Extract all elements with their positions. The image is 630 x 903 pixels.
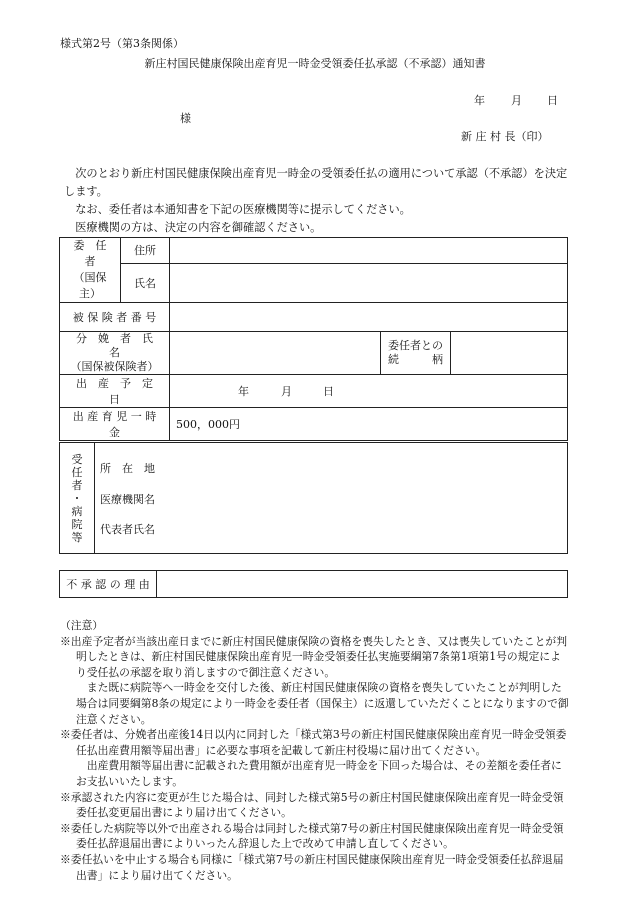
notes-heading: （注意） [60,619,104,632]
birth-person-value[interactable] [170,332,381,375]
rejection-reason-box [59,570,568,598]
name-label: 氏名 [121,263,170,302]
date-month-label: 月 [511,94,522,107]
delegator-label-cell [60,238,121,303]
due-year-label: 年 [238,385,249,398]
location-label: 所 在 地 [100,462,155,475]
birth-person-sublabel: （国保被保険者） [70,360,159,373]
vertical-char: 病 [71,504,83,518]
vertical-char: ・ [71,491,83,505]
lump-sum-label: 出 産 育 児 一 時 金 [60,408,170,441]
representative-label: 代表者氏名 [100,523,155,536]
body-text [64,165,572,237]
notes-section [60,618,570,883]
note-item: ※委任払いを中止する場合も同様に「様式第7号の新庄村国民健康保険出産育児一時金受領委任払辞退届出書」により届け出てください。 [60,852,564,882]
due-month-label: 月 [281,385,292,398]
due-date-value[interactable] [170,375,568,408]
delegator-label: 委 任 者 [73,239,118,268]
date-year-label: 年 [474,94,485,107]
agent-vertical-label [60,443,95,553]
document-title: 新庄村国民健康保険出産育児一時金受領委任払承認（不承認）通知書 [144,57,486,70]
due-date-label: 出 産 予 定 日 [60,375,170,408]
vertical-char: 院 [71,517,83,531]
addressee-suffix: 様 [180,112,191,125]
relation-label-cell [381,332,451,375]
issuer-line: 新 庄 村 長（印） [461,130,549,143]
delegator-sublabel: （国保主） [73,271,107,300]
relation-sublabel: 続 柄 [388,353,443,366]
date-day-label: 日 [547,94,558,107]
name-value[interactable] [170,263,568,302]
vertical-char: 受 [71,452,83,466]
note-item: ※出産予定者が当該出産日までに新庄村国民健康保険の資格を喪失したとき、又は喪失していたことが判明したときは、新庄村国民健康保険出産育児一時金受領委任払実施要綱第7条第1項第1号の規定により受任払の承認を取り消しますので御注意ください。 [60,634,568,679]
lump-sum-value: 500，000円 [170,408,568,441]
issue-date [474,92,558,108]
vertical-char: 者 [71,478,83,492]
birth-person-label-cell [60,332,170,375]
note-item: ※委任した病院等以外で出産される場合は同封した様式第7号の新庄村国民健康保険出産育児一時金受領委任払辞退届出書によりいったん辞退した上で改めて申請し直してください。 [60,821,564,851]
relation-value[interactable] [451,332,568,375]
birth-person-label: 分 娩 者 氏 名 [76,332,164,359]
relation-label: 委任者との [388,339,443,352]
vertical-char: 任 [71,465,83,479]
note-item: ※委任者は、分娩者出産後14日以内に同封した「様式第3号の新庄村国民健康保険出産育児一時金受領委任払出産費用額等届出書」に必要な事項を記載して新庄村役場に届け出てください。 [60,728,567,757]
note-item: ※承認された内容に変更が生じた場合は、同封した様式第5号の新庄村国民健康保険出産育児一時金受領委任払変更届出書により届け出てください。 [60,790,564,820]
form-number: 様式第2号（第3条関係） [60,37,184,50]
body-paragraph-2: なお、委任者は本通知書を下記の医療機関等に提示してください。 [75,203,411,216]
note-subparagraph: また既に病院等へ一時金を交付した後、新庄村国民健康保険の資格を喪失していたことが判明した場合は同要綱第8条の規定により一時金を委任者（国保主）に返還していただくことになりますので御注意ください。 [76,681,569,726]
rejection-reason-label: 不 承 認 の 理 由 [60,571,157,597]
vertical-char: 等 [71,530,83,544]
address-label: 住所 [121,238,170,264]
insured-number-value[interactable] [170,303,568,332]
body-paragraph-3: 医療機関の方は、決定の内容を御確認ください。 [75,221,322,234]
address-value[interactable] [170,238,568,264]
insured-number-label: 被 保 険 者 番 号 [60,303,170,332]
institution-label: 医療機関名 [100,493,155,506]
notice-details-table [59,237,568,441]
agent-institution-box [59,442,568,554]
due-day-label: 日 [323,385,334,398]
body-paragraph-1: 次のとおり新庄村国民健康保険出産育児一時金の受領委任払の適用について承認（不承認）を決定します。 [64,167,568,198]
note-subparagraph: 出産費用額等届出書に記載された費用額が出産育児一時金を下回った場合は、その差額を委任者にお支払いいたします。 [76,759,562,788]
